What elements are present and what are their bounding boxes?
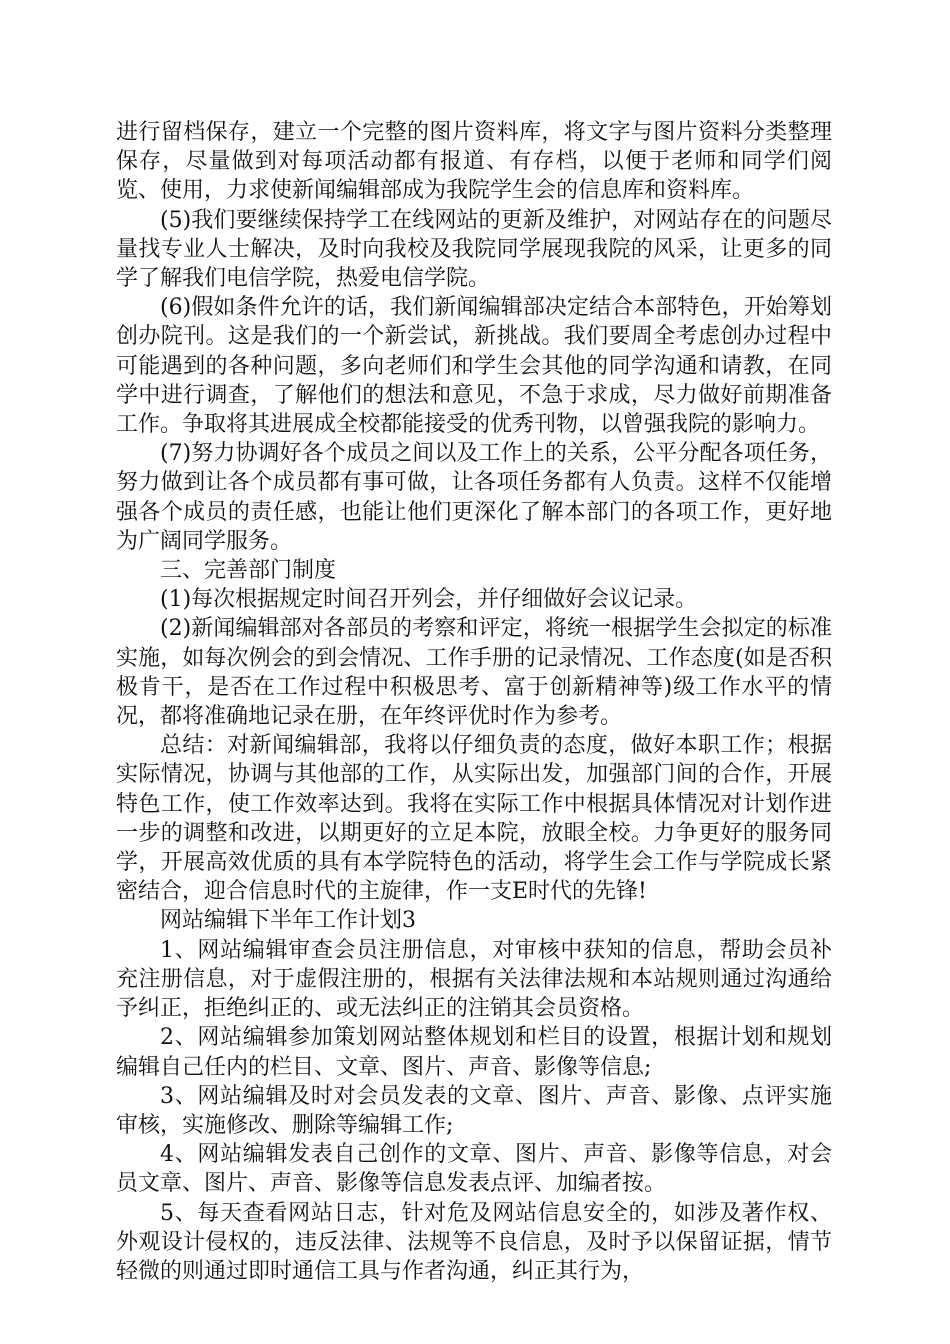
section-heading-3: 三、完善部门制度 bbox=[160, 558, 337, 584]
plan-title-3: 网站编辑下半年工作计划3 bbox=[160, 908, 416, 934]
paragraph-task-2: 2、网站编辑参加策划网站整体规划和栏目的设置，根据计划和规划编辑自己任内的栏目、文章、图片、声音、影像等信息; bbox=[116, 1025, 832, 1080]
paragraph-summary: 总结：对新闻编辑部，我将以仔细负责的态度，做好本职工作；根据实际情况，协调与其他部的工作，从实际出发，加强部门间的合作，开展特色工作，使工作效率达到。我将在实际工作中根据具体情况对计划作进一步的调整和改进，以期更好的立足本院，放眼全校。力争更好的服务同学，开展高效优质的具有本学院特色的活动，将学生会工作与学院成长紧密结合，迎合信息时代的主旋律，作一支E时代的先锋! bbox=[116, 733, 832, 905]
paragraph-task-4: 4、网站编辑发表自己创作的文章、图片、声音、影像等信息，对会员文章、图片、声音、影像等信息发表点评、加编者按。 bbox=[116, 1142, 832, 1197]
paragraph-rule-1: (1)每次根据规定时间召开列会，并仔细做好会议记录。 bbox=[160, 587, 698, 613]
paragraph-task-1: 1、网站编辑审查会员注册信息，对审核中获知的信息，帮助会员补充注册信息，对于虚假注册的，根据有关法律法规和本站规则通过沟通给予纠正，拒绝纠正的、或无法纠正的注销其会员资格。 bbox=[116, 937, 832, 1022]
paragraph-item-6: (6)假如条件允许的话，我们新闻编辑部决定结合本部特色，开始筹划创办院刊。这是我们的一个新尝试，新挑战。我们要周全考虑创办过程中可能遇到的各种问题，多向老师们和学生会其他的同学沟通和请教，在同学中进行调查，了解他们的想法和意见，不急于求成，尽力做好前期准备工作。争取将其进展成全校都能接受的优秀刊物，以曾强我院的影响力。 bbox=[116, 295, 832, 438]
paragraph-task-3: 3、网站编辑及时对会员发表的文章、图片、声音、影像、点评实施审核，实施修改、删除等编辑工作; bbox=[116, 1083, 832, 1138]
paragraph-task-5: 5、每天查看网站日志，针对危及网站信息安全的，如涉及著作权、外观设计侵权的，违反法律、法规等不良信息，及时予以保留证据，情节轻微的则通过即时通信工具与作者沟通，纠正其行为， bbox=[116, 1200, 832, 1284]
paragraph-archive: 进行留档保存，建立一个完整的图片资料库，将文字与图片资料分类整理保存，尽量做到对每项活动都有报道、有存档，以便于老师和同学们阅览、使用，力求使新闻编辑部成为我院学生会的信息库和资料库。 bbox=[116, 120, 832, 204]
paragraph-rule-2: (2)新闻编辑部对各部员的考察和评定，将统一根据学生会拟定的标准实施，如每次例会的到会情况、工作手册的记录情况、工作态度(如是否积极肯干，是否在工作过程中积极思考、富于创新精神等)级工作水平的情况，都将准确地记录在册，在年终评优时作为参考。 bbox=[116, 616, 832, 730]
paragraph-item-5: (5)我们要继续保持学工在线网站的更新及维护，对网站存在的问题尽量找专业人士解决，及时向我校及我院同学展现我院的风采，让更多的同学了解我们电信学院，热爱电信学院。 bbox=[116, 207, 832, 292]
document-page bbox=[116, 118, 832, 1286]
paragraph-item-7: (7)努力协调好各个成员之间以及工作上的关系，公平分配各项任务，努力做到让各个成员都有事可做，让各项任务都有人负责。这样不仅能增强各个成员的责任感，也能让他们更深化了解本部门的各项工作，更好地为广阔同学服务。 bbox=[116, 441, 832, 554]
